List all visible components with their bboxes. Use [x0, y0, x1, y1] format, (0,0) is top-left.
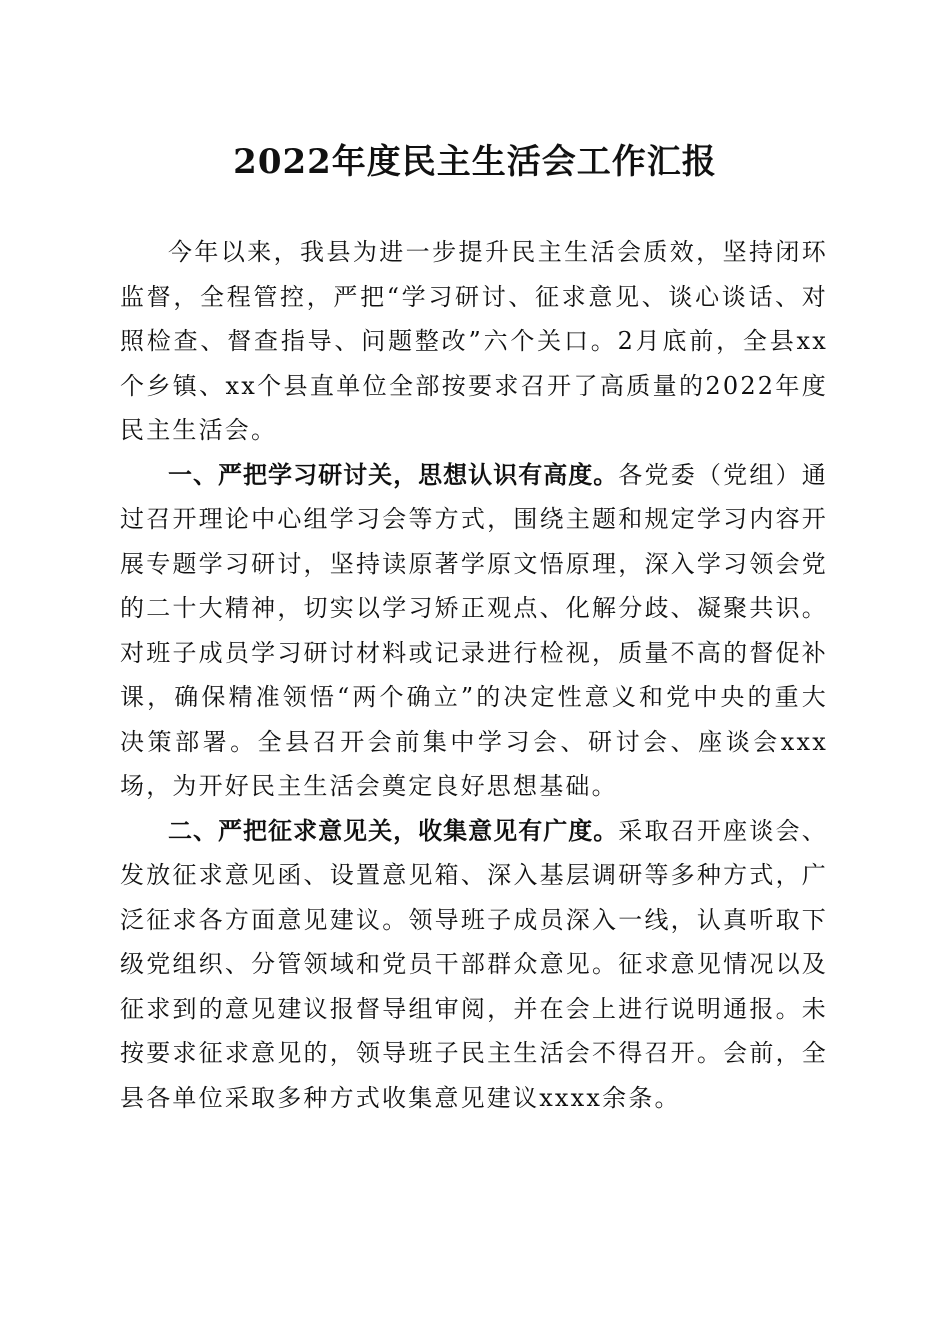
section-two-heading: 二、严把征求意见关，收集意见有广度。	[168, 816, 619, 845]
document-body	[120, 230, 828, 1120]
section-two-paragraph	[120, 809, 828, 1121]
paragraph-text: 今年以来，我县为进一步提升民主生活会质效，坚持闭环监督，全程管控，严把“学习研讨、征求意见、谈心谈话、对照检查、督查指导、问题整改”六个关口。2月底前，全县xx个乡镇、xx个县直单位全部按要求召开了高质量的2022年度民主生活会。	[120, 238, 828, 444]
section-one-text: 各党委（党组）通过召开理论中心组学习会等方式，围绕主题和规定学习内容开展专题学习研讨，坚持读原著学原文悟原理，深入学习领会党的二十大精神，切实以学习矫正观点、化解分歧、凝聚共识。对班子成员学习研讨材料或记录进行检视，质量不高的督促补课，确保精准领悟“两个确立”的决定性意义和党中央的重大决策部署。全县召开会前集中学习会、研讨会、座谈会xxx场，为开好民主生活会奠定良好思想基础。	[120, 460, 828, 800]
section-two-text: 采取召开座谈会、发放征求意见函、设置意见箱、深入基层调研等多种方式，广泛征求各方面意见建议。领导班子成员深入一线，认真听取下级党组织、分管领域和党员干部群众意见。征求意见情况以及征求到的意见建议报督导组审阅，并在会上进行说明通报。未按要求征求意见的，领导班子民主生活会不得召开。会前，全县各单位采取多种方式收集意见建议xxxx余条。	[120, 816, 828, 1112]
document-title: 2022年度民主生活会工作汇报	[233, 142, 717, 182]
section-one-paragraph	[120, 453, 828, 809]
intro-paragraph	[120, 230, 828, 453]
section-one-heading: 一、严把学习研讨关，思想认识有高度。	[168, 460, 619, 489]
